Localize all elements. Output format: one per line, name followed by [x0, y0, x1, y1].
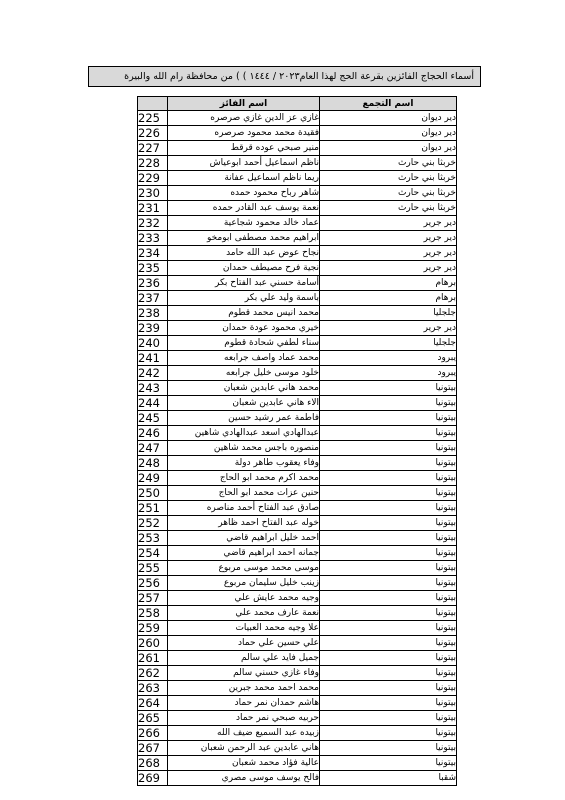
winner-name: ابراهيم محمد مصطفى ابومخو [168, 231, 320, 246]
winner-name: خلود موسى خليل جرابعه [168, 366, 320, 381]
winner-name: خيري محمود عودة حمدان [168, 321, 320, 336]
community-name: دير ديوان [320, 141, 457, 156]
table-row [138, 546, 457, 561]
winner-name: عبدالهادي اسعد عبدالهادي شاهين [168, 426, 320, 441]
table-row [138, 711, 457, 726]
table-row [138, 471, 457, 486]
community-name: بيتونيا [320, 621, 457, 636]
row-number: 257 [138, 591, 168, 606]
row-number: 242 [138, 366, 168, 381]
community-name: بيتونيا [320, 756, 457, 771]
table-row [138, 336, 457, 351]
winner-name: فقيدة محمد محمود صرصره [168, 126, 320, 141]
winner-name: نجية فرح مصيطف حمدان [168, 261, 320, 276]
winner-name: منير صبحي عوده قرقط [168, 141, 320, 156]
row-number: 228 [138, 156, 168, 171]
community-name: برهام [320, 276, 457, 291]
table-header-row [138, 97, 457, 111]
header-community-name: اسم التجمع [320, 97, 457, 111]
winner-name: هاشم حمدان نمر حماد [168, 696, 320, 711]
winner-name: شاهر رباح محمود حمده [168, 186, 320, 201]
community-name: دير جرير [320, 246, 457, 261]
winner-name: علي حسين علي حماد [168, 636, 320, 651]
row-number: 259 [138, 621, 168, 636]
row-number: 244 [138, 396, 168, 411]
winner-name: صادق عبد الفتاح أحمد مناصره [168, 501, 320, 516]
winner-name: عماد خالد محمود شجاعية [168, 216, 320, 231]
winner-name: زينب خليل سليمان مربوع [168, 576, 320, 591]
table-row [138, 111, 457, 126]
community-name: بيتونيا [320, 426, 457, 441]
table-row [138, 666, 457, 681]
row-number: 268 [138, 756, 168, 771]
community-name: بيتونيا [320, 576, 457, 591]
row-number: 252 [138, 516, 168, 531]
winner-name: ناظم اسماعيل أحمد ابوعياش [168, 156, 320, 171]
community-name: بيتونيا [320, 696, 457, 711]
community-name: دير ديوان [320, 126, 457, 141]
winner-name: خوله عبد الفتاح احمد ظاهر [168, 516, 320, 531]
winner-name: أسامة حسني عبد الفتاح بكر [168, 276, 320, 291]
community-name: دير جرير [320, 216, 457, 231]
winner-name: الاء هاني عابدين شعبان [168, 396, 320, 411]
community-name: بيتونيا [320, 516, 457, 531]
community-name: بيتونيا [320, 456, 457, 471]
winner-name: احمد خليل ابراهيم قاضي [168, 531, 320, 546]
row-number: 236 [138, 276, 168, 291]
winners-table [137, 96, 457, 786]
community-name: خربثا بني حارث [320, 171, 457, 186]
community-name: بيتونيا [320, 396, 457, 411]
winner-name: فاطمة عمر رشيد حسين [168, 411, 320, 426]
community-name: جلجليا [320, 306, 457, 321]
winner-name: منصوره باجس محمد شاهين [168, 441, 320, 456]
table-row [138, 186, 457, 201]
community-name: بيتونيا [320, 411, 457, 426]
winner-name: علا وجيه محمد العبيات [168, 621, 320, 636]
community-name: بيتونيا [320, 471, 457, 486]
row-number: 240 [138, 336, 168, 351]
winner-name: وجيه محمد عايش علي [168, 591, 320, 606]
table-row [138, 231, 457, 246]
winner-name: حربيه صبحي نمر حماد [168, 711, 320, 726]
row-number: 262 [138, 666, 168, 681]
row-number: 234 [138, 246, 168, 261]
table-row [138, 351, 457, 366]
table-body [138, 111, 457, 786]
row-number: 243 [138, 381, 168, 396]
row-number: 231 [138, 201, 168, 216]
row-number: 238 [138, 306, 168, 321]
table-row [138, 651, 457, 666]
winner-name: باسمة وليد علي بكر [168, 291, 320, 306]
row-number: 266 [138, 726, 168, 741]
table-row [138, 261, 457, 276]
community-name: بيتونيا [320, 591, 457, 606]
community-name: بيتونيا [320, 711, 457, 726]
row-number: 230 [138, 186, 168, 201]
header-number [138, 97, 168, 111]
community-name: دير ديوان [320, 111, 457, 126]
community-name: بيتونيا [320, 531, 457, 546]
table-row [138, 591, 457, 606]
row-number: 263 [138, 681, 168, 696]
table-row [138, 246, 457, 261]
community-name: بيتونيا [320, 681, 457, 696]
community-name: بيتونيا [320, 486, 457, 501]
table-row [138, 171, 457, 186]
winner-name: عالية فؤاد محمد شعبان [168, 756, 320, 771]
row-number: 235 [138, 261, 168, 276]
row-number: 241 [138, 351, 168, 366]
winner-name: زبيده عبد السميع ضيف الله [168, 726, 320, 741]
row-number: 246 [138, 426, 168, 441]
row-number: 256 [138, 576, 168, 591]
table-row [138, 486, 457, 501]
winner-name: سناء لطفي شحادة قطوم [168, 336, 320, 351]
winner-name: وفاء يعقوب طاهر دولة [168, 456, 320, 471]
row-number: 232 [138, 216, 168, 231]
winner-name: جميل فايد علي سالم [168, 651, 320, 666]
table-row [138, 276, 457, 291]
community-name: بيتونيا [320, 546, 457, 561]
row-number: 253 [138, 531, 168, 546]
winner-name: موسى محمد موسى مربوع [168, 561, 320, 576]
winner-name: محمد هاني عابدين شعبان [168, 381, 320, 396]
table-row [138, 411, 457, 426]
community-name: خربثا بني حارث [320, 156, 457, 171]
community-name: برهام [320, 291, 457, 306]
table-row [138, 426, 457, 441]
community-name: بيتونيا [320, 561, 457, 576]
community-name: شقبا [320, 771, 457, 786]
table-row [138, 636, 457, 651]
table-row [138, 726, 457, 741]
table-row [138, 696, 457, 711]
table-row [138, 141, 457, 156]
row-number: 239 [138, 321, 168, 336]
winner-name: نجاح عوض عبد الله حامد [168, 246, 320, 261]
community-name: بيتونيا [320, 651, 457, 666]
table-row [138, 201, 457, 216]
community-name: بيتونيا [320, 666, 457, 681]
table-row [138, 531, 457, 546]
header-winner-name: اسم الفائز [168, 97, 320, 111]
table-row [138, 756, 457, 771]
winner-name: هاني عابدين عبد الرحمن شعبان [168, 741, 320, 756]
community-name: بيتونيا [320, 381, 457, 396]
table-row [138, 396, 457, 411]
row-number: 258 [138, 606, 168, 621]
winner-name: ريما ناظم اسماعيل عفانة [168, 171, 320, 186]
winner-name: نعمة عارف محمد علي [168, 606, 320, 621]
row-number: 225 [138, 111, 168, 126]
row-number: 264 [138, 696, 168, 711]
row-number: 254 [138, 546, 168, 561]
table-row [138, 216, 457, 231]
table-row [138, 441, 457, 456]
row-number: 226 [138, 126, 168, 141]
winner-name: نعمة يوسف عبد القادر حمده [168, 201, 320, 216]
table-row [138, 516, 457, 531]
table-row [138, 501, 457, 516]
row-number: 227 [138, 141, 168, 156]
row-number: 260 [138, 636, 168, 651]
winner-name: غازي عز الدين غازي صرصره [168, 111, 320, 126]
row-number: 261 [138, 651, 168, 666]
row-number: 245 [138, 411, 168, 426]
community-name: خربثا بني حارث [320, 201, 457, 216]
community-name: بيتونيا [320, 636, 457, 651]
table-row [138, 321, 457, 336]
table-row [138, 381, 457, 396]
table-row [138, 681, 457, 696]
community-name: بيتونيا [320, 741, 457, 756]
community-name: بيتونيا [320, 726, 457, 741]
row-number: 229 [138, 171, 168, 186]
community-name: دير جرير [320, 261, 457, 276]
row-number: 255 [138, 561, 168, 576]
row-number: 233 [138, 231, 168, 246]
community-name: بيتونيا [320, 606, 457, 621]
winner-name: محمد انيس محمد قطوم [168, 306, 320, 321]
row-number: 237 [138, 291, 168, 306]
winner-name: محمد احمد محمد جبرين [168, 681, 320, 696]
community-name: يبرود [320, 366, 457, 381]
row-number: 250 [138, 486, 168, 501]
table-row [138, 606, 457, 621]
row-number: 269 [138, 771, 168, 786]
table-row [138, 156, 457, 171]
table-row [138, 576, 457, 591]
community-name: دير جرير [320, 231, 457, 246]
winner-name: فالح يوسف موسى مصري [168, 771, 320, 786]
winner-name: جمانه احمد ابراهيم قاضي [168, 546, 320, 561]
community-name: جلجليا [320, 336, 457, 351]
table-row [138, 366, 457, 381]
table-row [138, 741, 457, 756]
winner-name: وفاء غازي حسني سالم [168, 666, 320, 681]
row-number: 249 [138, 471, 168, 486]
winner-name: حنين عزات محمد ابو الحاج [168, 486, 320, 501]
community-name: دير جرير [320, 321, 457, 336]
community-name: بيتونيا [320, 441, 457, 456]
winner-name: محمد عماد واصف جرابعه [168, 351, 320, 366]
row-number: 251 [138, 501, 168, 516]
row-number: 248 [138, 456, 168, 471]
table-row [138, 291, 457, 306]
document-title: أسماء الحجاج الفائزين بقرعة الحج لهذا العام٢٠٢٣ / ١٤٤٤ ) ) من محافظة رام الله والبيرة [88, 66, 481, 87]
community-name: بيتونيا [320, 501, 457, 516]
row-number: 247 [138, 441, 168, 456]
table-row [138, 126, 457, 141]
community-name: يبرود [320, 351, 457, 366]
row-number: 265 [138, 711, 168, 726]
table-row [138, 621, 457, 636]
community-name: خربثا بني حارث [320, 186, 457, 201]
row-number: 267 [138, 741, 168, 756]
winner-name: محمد اكرم محمد ابو الحاج [168, 471, 320, 486]
table-row [138, 771, 457, 786]
table-row [138, 456, 457, 471]
table-row [138, 306, 457, 321]
table-row [138, 561, 457, 576]
